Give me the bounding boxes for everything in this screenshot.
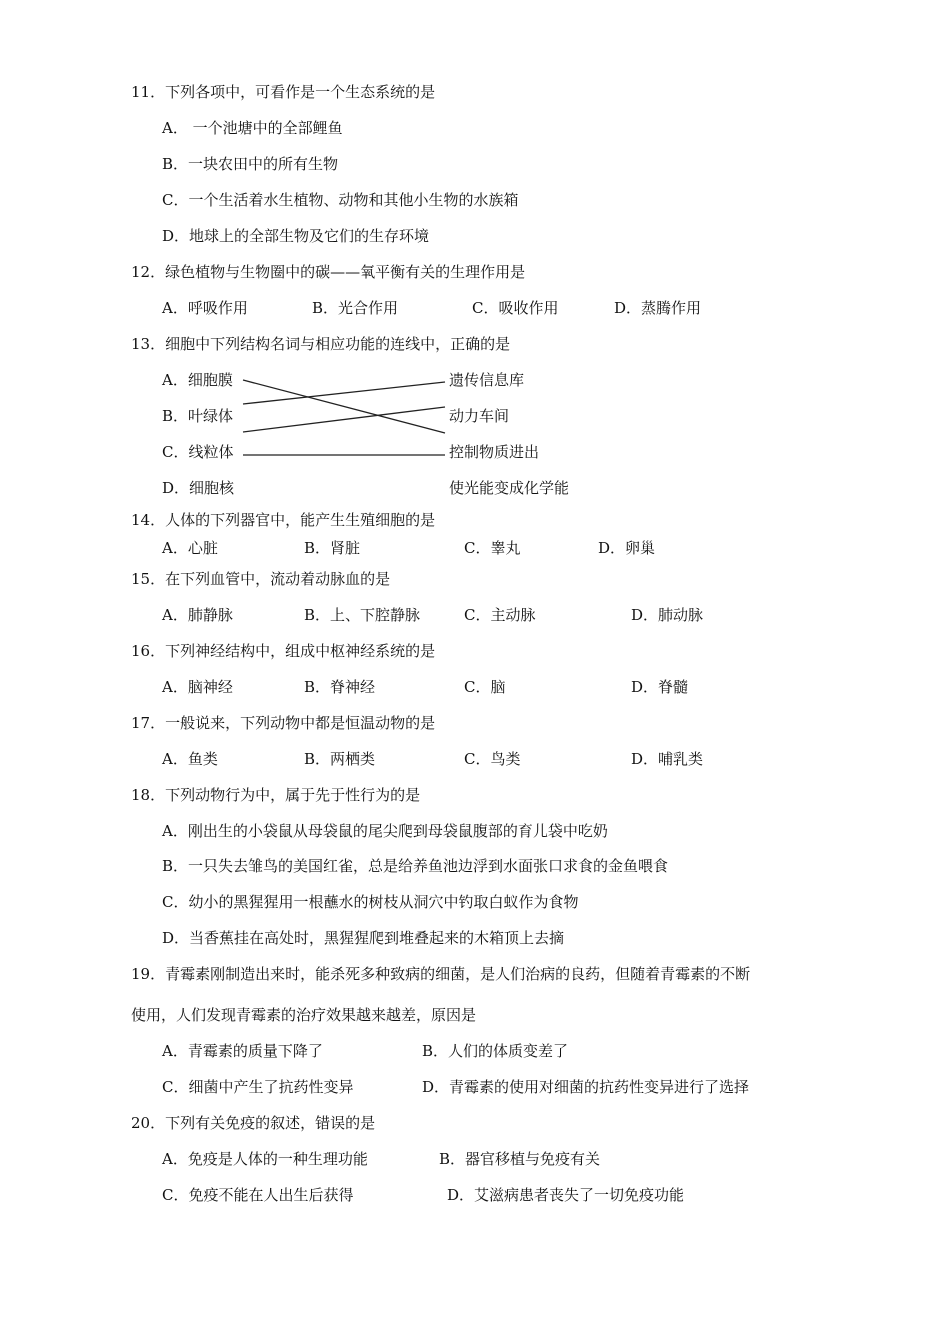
match-line-mitochondria (243, 407, 445, 432)
q12-option-d: D．蒸腾作用 (614, 299, 702, 317)
q12-option-a: A．呼吸作用 (162, 299, 248, 317)
q20-stem: 20．下列有关免疫的叙述，错误的是 (131, 1114, 376, 1132)
q16-option-c: C．脑 (464, 678, 506, 696)
q11-option-b: B．一块农田中的所有生物 (162, 155, 339, 173)
q16-option-a: A．脑神经 (162, 678, 233, 696)
q20-option-d: D．艾滋病患者丧失了一切免疫功能 (447, 1186, 685, 1204)
q15-option-a: A．肺静脉 (162, 606, 233, 624)
q13-right-3: 控制物质进出 (449, 443, 540, 461)
q14-stem: 14．人体的下列器官中，能产生生殖细胞的是 (131, 511, 436, 529)
q17-option-d: D．哺乳类 (631, 750, 704, 768)
q13-left-a: A．细胞膜 (162, 371, 233, 389)
q14-option-c: C．睾丸 (464, 539, 521, 557)
q19-option-c: C．细菌中产生了抗药性变异 (162, 1078, 354, 1096)
q20-option-b: B．器官移植与免疫有关 (439, 1150, 601, 1168)
q13-right-4: 使光能变成化学能 (449, 479, 570, 497)
q12-stem: 12．绿色植物与生物圈中的碳——氧平衡有关的生理作用是 (131, 263, 526, 281)
q17-option-a: A．鱼类 (162, 750, 218, 768)
q19-stem-line1: 19．青霉素刚制造出来时，能杀死多种致病的细菌，是人们治病的良药，但随着青霉素的不断 (131, 965, 751, 983)
q13-right-1: 遗传信息库 (449, 371, 525, 389)
match-line-chloroplast (243, 382, 445, 404)
q13-stem: 13．细胞中下列结构名词与相应功能的连线中，正确的是 (131, 335, 511, 353)
q19-stem-line2: 使用，人们发现青霉素的治疗效果越来越差，原因是 (131, 1006, 477, 1024)
q14-option-a: A．心脏 (162, 539, 218, 557)
q11-option-d: D．地球上的全部生物及它们的生存环境 (162, 227, 430, 245)
q15-option-d: D．肺动脉 (631, 606, 704, 624)
q20-option-c: C．免疫不能在人出生后获得 (162, 1186, 354, 1204)
q16-stem: 16．下列神经结构中，组成中枢神经系统的是 (131, 642, 436, 660)
q13-left-d: D．细胞核 (162, 479, 235, 497)
q11-option-c: C．一个生活着水生植物、动物和其他小生物的水族箱 (162, 191, 519, 209)
q18-option-c: C．幼小的黑猩猩用一根蘸水的树枝从洞穴中钓取白蚁作为食物 (162, 893, 579, 911)
q16-option-d: D．脊髓 (631, 678, 689, 696)
q17-option-c: C．鸟类 (464, 750, 521, 768)
q14-option-b: B．肾脏 (304, 539, 361, 557)
q18-option-d: D．当香蕉挂在高处时，黑猩猩爬到堆叠起来的木箱顶上去摘 (162, 929, 565, 947)
q19-option-a: A．青霉素的质量下降了 (162, 1042, 323, 1060)
q13-left-c: C．线粒体 (162, 443, 234, 461)
q16-option-b: B．脊神经 (304, 678, 376, 696)
q11-option-a: A． 一个池塘中的全部鲤鱼 (162, 119, 343, 137)
q13-right-2: 动力车间 (449, 407, 510, 425)
q14-option-d: D．卵巢 (598, 539, 656, 557)
q17-option-b: B．两栖类 (304, 750, 376, 768)
q15-option-c: C．主动脉 (464, 606, 536, 624)
q13-left-b: B．叶绿体 (162, 407, 234, 425)
q19-option-d: D．青霉素的使用对细菌的抗药性变异进行了选择 (422, 1078, 750, 1096)
q17-stem: 17．一般说来，下列动物中都是恒温动物的是 (131, 714, 436, 732)
q11-stem: 11．下列各项中，可看作是一个生态系统的是 (131, 83, 436, 101)
q12-option-b: B．光合作用 (312, 299, 399, 317)
q19-option-b: B．人们的体质变差了 (422, 1042, 569, 1060)
q18-option-b: B．一只失去雏鸟的美国红雀，总是给养鱼池边浮到水面张口求食的金鱼喂食 (162, 857, 669, 875)
q15-option-b: B．上、下腔静脉 (304, 606, 421, 624)
q20-option-a: A．免疫是人体的一种生理功能 (162, 1150, 368, 1168)
q15-stem: 15．在下列血管中，流动着动脉血的是 (131, 570, 391, 588)
q18-option-a: A．刚出生的小袋鼠从母袋鼠的尾尖爬到母袋鼠腹部的育儿袋中吃奶 (162, 822, 608, 840)
q12-option-c: C．吸收作用 (472, 299, 559, 317)
q18-stem: 18．下列动物行为中，属于先于性行为的是 (131, 786, 421, 804)
match-line-membrane (243, 380, 445, 433)
